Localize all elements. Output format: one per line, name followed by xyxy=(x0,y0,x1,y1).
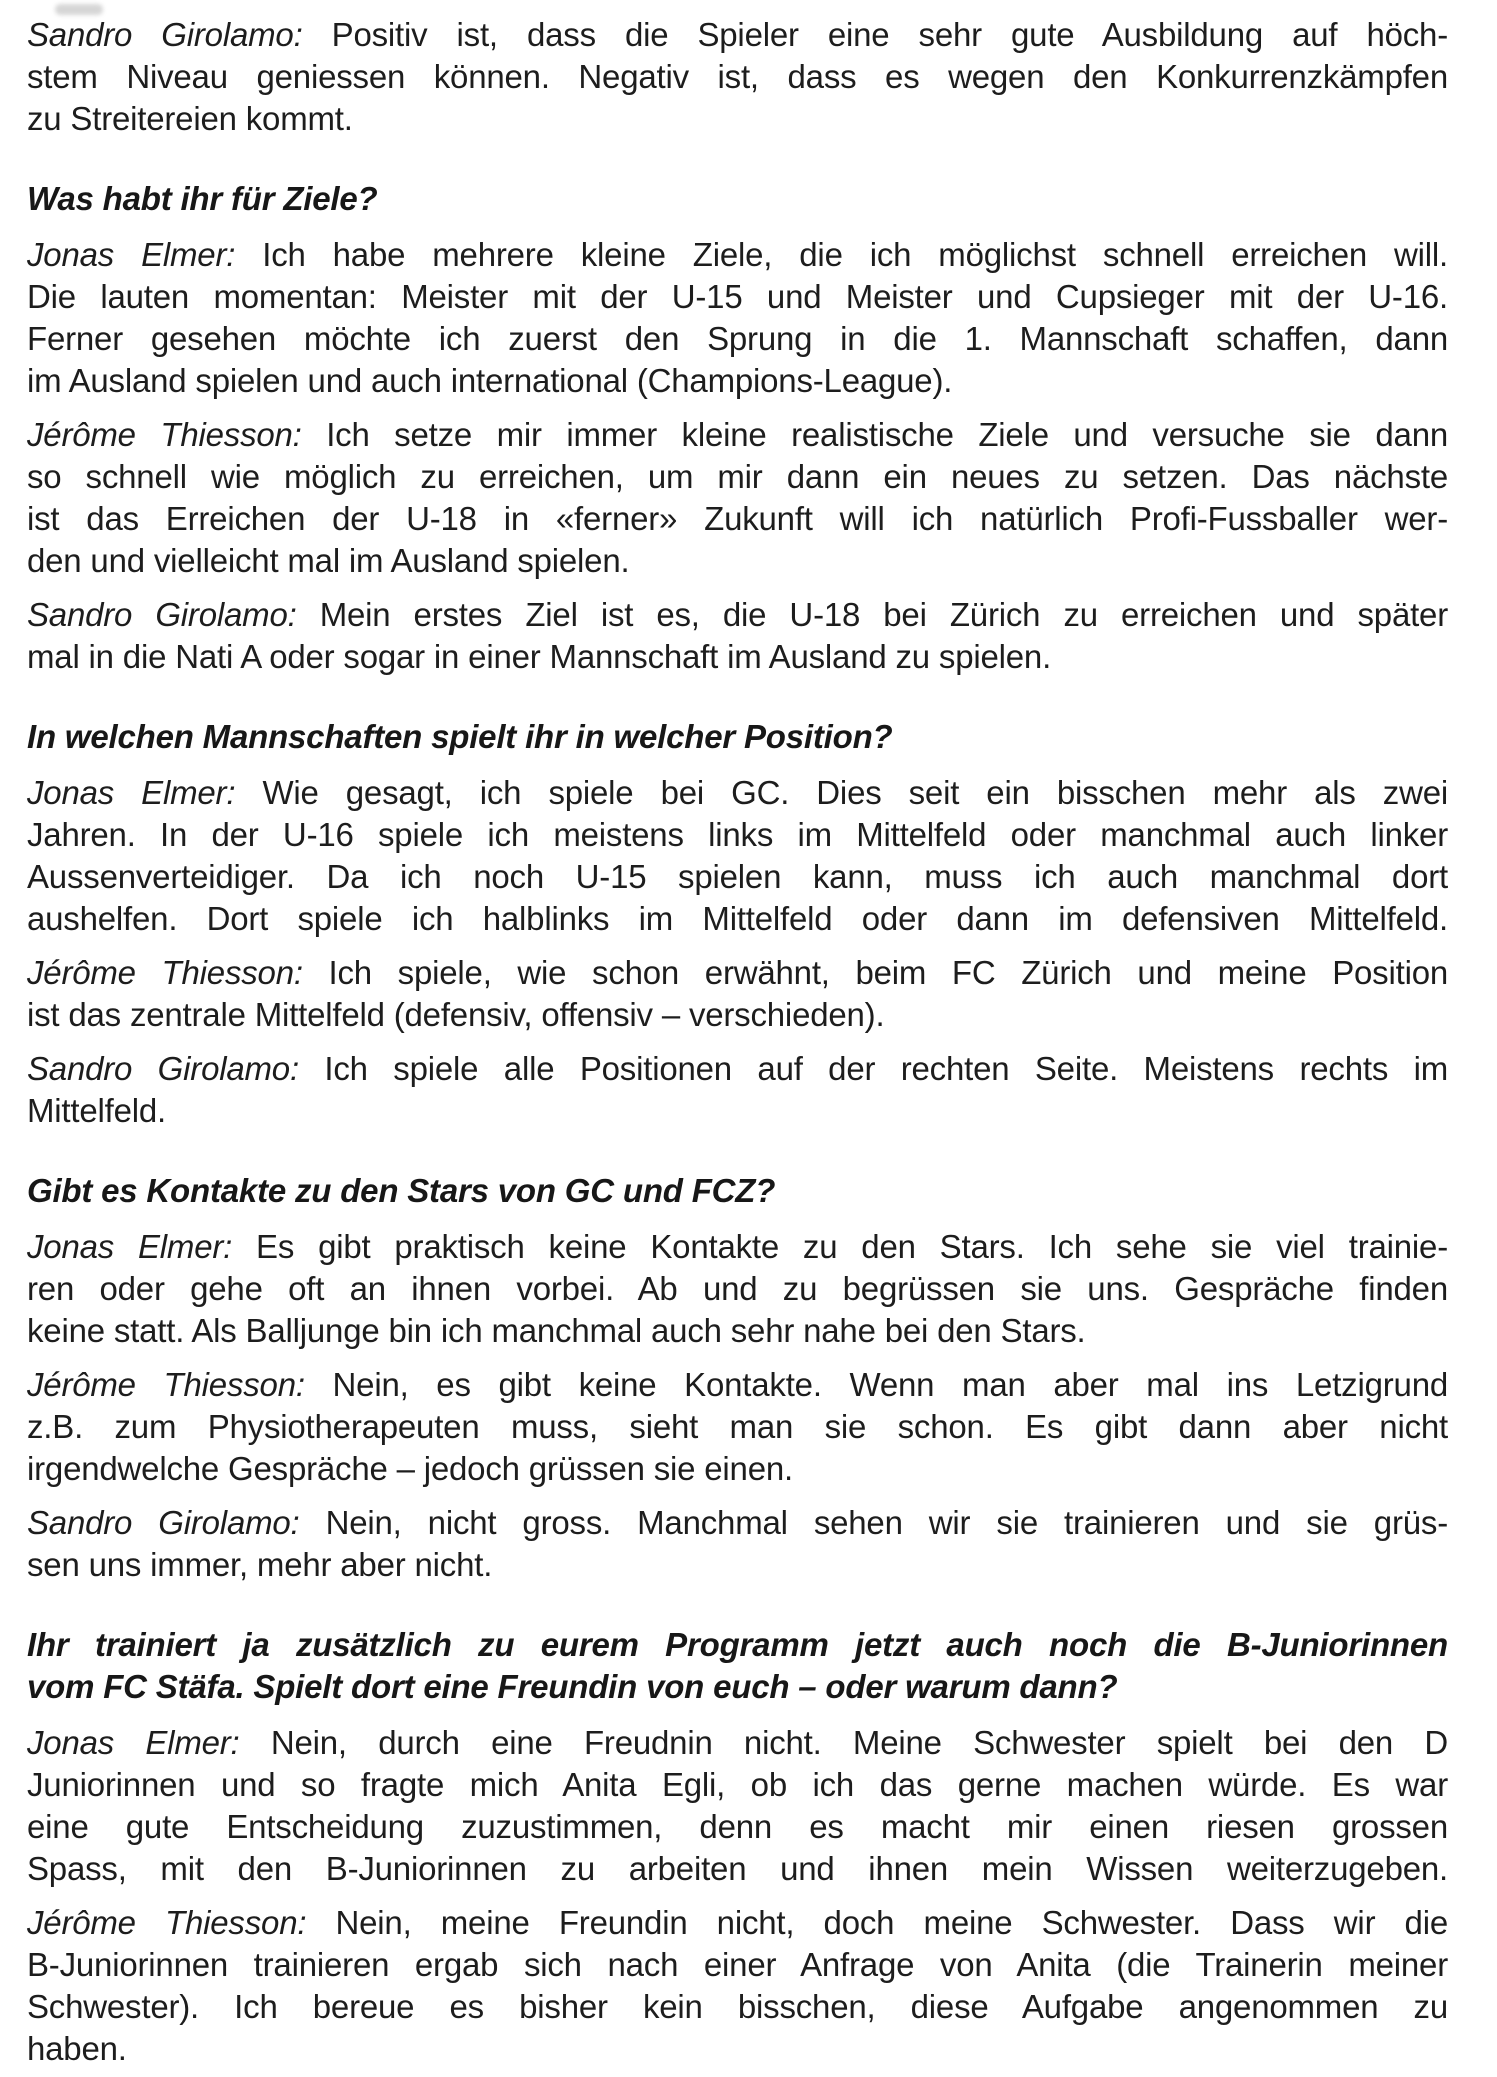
question-heading xyxy=(27,178,1448,220)
text-line xyxy=(27,456,1448,498)
paragraph xyxy=(27,1364,1448,1490)
text-line xyxy=(27,594,1448,636)
text-line xyxy=(27,898,1448,940)
text-line xyxy=(27,952,1448,994)
speaker-name: Jérôme Thiesson: xyxy=(27,1904,307,1941)
body-text: Ihr trainiert ja zusätzlich zu eurem Programm jetzt auch noch die B-Juniorinnen xyxy=(27,1626,1448,1663)
body-text: stem Niveau geniessen können. Negativ ist, dass es wegen den Konkurrenzkämpfen xyxy=(27,58,1448,95)
speaker-name: Sandro Girolamo: xyxy=(27,16,303,53)
text-line xyxy=(27,1448,1448,1490)
body-text: ren oder gehe oft an ihnen vorbei. Ab und zu begrüssen sie uns. Gespräche finden xyxy=(27,1270,1448,1307)
text-line xyxy=(27,276,1448,318)
text-line xyxy=(27,1986,1448,2028)
paragraph xyxy=(27,1502,1448,1586)
text-line xyxy=(27,716,1448,758)
text-line xyxy=(27,1226,1448,1268)
body-text: Jahren. In der U-16 spiele ich meistens links im Mittelfeld oder manchmal auch linker xyxy=(27,816,1448,853)
text-line xyxy=(27,1406,1448,1448)
text-line xyxy=(27,498,1448,540)
speaker-name: Jérôme Thiesson: xyxy=(27,954,303,991)
body-text: Nein, meine Freundin nicht, doch meine Schwester. Dass wir die xyxy=(306,1904,1448,1941)
speaker-name: Jonas Elmer: xyxy=(27,1724,240,1761)
body-text: zu Streitereien kommt. xyxy=(27,100,353,137)
body-text: Gibt es Kontakte zu den Stars von GC und FCZ? xyxy=(27,1172,776,1209)
body-text: eine gute Entscheidung zuzustimmen, denn es macht mir einen riesen grossen xyxy=(27,1808,1448,1845)
text-line xyxy=(27,1268,1448,1310)
body-text: sen uns immer, mehr aber nicht. xyxy=(27,1546,493,1583)
scan-artifact xyxy=(55,4,103,15)
text-line xyxy=(27,1544,1448,1586)
body-text: Positiv ist, dass die Spieler eine sehr gute Ausbildung auf höch- xyxy=(302,16,1448,53)
paragraph xyxy=(27,414,1448,582)
body-text: vom FC Stäfa. Spielt dort eine Freundin von euch – oder warum dann? xyxy=(27,1668,1118,1705)
text-line xyxy=(27,1364,1448,1406)
speaker-name: Sandro Girolamo: xyxy=(27,596,297,633)
text-line xyxy=(27,234,1448,276)
paragraph xyxy=(27,772,1448,940)
speaker-name: Sandro Girolamo: xyxy=(27,1504,300,1541)
body-text: so schnell wie möglich zu erreichen, um mir dann ein neues zu setzen. Das nächste xyxy=(27,458,1448,495)
body-text: In welchen Mannschaften spielt ihr in welcher Position? xyxy=(27,718,893,755)
paragraph xyxy=(27,234,1448,402)
body-text: Ich setze mir immer kleine realistische Ziele und versuche sie dann xyxy=(301,416,1448,453)
paragraph xyxy=(27,1722,1448,1890)
body-text: im Ausland spielen und auch international (Champions-League). xyxy=(27,362,953,399)
text-line xyxy=(27,178,1448,220)
question-heading xyxy=(27,1624,1448,1708)
text-line xyxy=(27,540,1448,582)
body-text: Spass, mit den B-Juniorinnen zu arbeiten und ihnen mein Wissen weiterzugeben. xyxy=(27,1850,1448,1887)
body-text: Wie gesagt, ich spiele bei GC. Dies seit ein bisschen mehr als zwei xyxy=(235,774,1449,811)
body-text: aushelfen. Dort spiele ich halblinks im Mittelfeld oder dann im defensiven Mittelfeld. xyxy=(27,900,1448,937)
text-line xyxy=(27,1502,1448,1544)
paragraph xyxy=(27,1902,1448,2070)
body-text: Nein, durch eine Freudnin nicht. Meine Schwester spielt bei den D xyxy=(239,1724,1449,1761)
speaker-name: Jonas Elmer: xyxy=(27,1228,233,1265)
text-line xyxy=(27,1944,1448,1986)
question-heading xyxy=(27,1170,1448,1212)
text-line xyxy=(27,994,1448,1036)
body-text: B-Juniorinnen trainieren ergab sich nach einer Anfrage von Anita (die Trainerin meiner xyxy=(27,1946,1448,1983)
text-line xyxy=(27,1624,1448,1666)
body-text: Ich habe mehrere kleine Ziele, die ich möglichst schnell erreichen will. xyxy=(235,236,1448,273)
text-line xyxy=(27,14,1448,56)
speaker-name: Jonas Elmer: xyxy=(27,236,236,273)
paragraph xyxy=(27,594,1448,678)
body-text: Ferner gesehen möchte ich zuerst den Sprung in die 1. Mannschaft schaffen, dann xyxy=(27,320,1448,357)
body-text: Die lauten momentan: Meister mit der U-15 und Meister und Cupsieger mit der U-16. xyxy=(27,278,1448,315)
text-line xyxy=(27,1310,1448,1352)
text-line xyxy=(27,1764,1448,1806)
speaker-name: Jérôme Thiesson: xyxy=(27,1366,305,1403)
paragraph xyxy=(27,1048,1448,1132)
body-text: Aussenverteidiger. Da ich noch U-15 spielen kann, muss ich auch manchmal dort xyxy=(27,858,1448,895)
text-line xyxy=(27,1170,1448,1212)
body-text: Mittelfeld. xyxy=(27,1092,167,1129)
text-line xyxy=(27,2028,1448,2070)
body-text: den und vielleicht mal im Ausland spielen. xyxy=(27,542,630,579)
text-line xyxy=(27,636,1448,678)
body-text: Nein, es gibt keine Kontakte. Wenn man aber mal ins Letzigrund xyxy=(304,1366,1448,1403)
text-line xyxy=(27,414,1448,456)
body-text: haben. xyxy=(27,2030,127,2067)
text-line xyxy=(27,856,1448,898)
text-line xyxy=(27,1048,1448,1090)
body-text: Juniorinnen und so fragte mich Anita Egli, ob ich das gerne machen würde. Es war xyxy=(27,1766,1448,1803)
speaker-name: Jérôme Thiesson: xyxy=(27,416,302,453)
text-line xyxy=(27,814,1448,856)
text-line xyxy=(27,1666,1448,1708)
body-text: Was habt ihr für Ziele? xyxy=(27,180,378,217)
body-text: Ich spiele alle Positionen auf der rechten Seite. Meistens rechts im xyxy=(298,1050,1449,1087)
body-text: z.B. zum Physiotherapeuten muss, sieht man sie schon. Es gibt dann aber nicht xyxy=(27,1408,1448,1445)
text-line xyxy=(27,1848,1448,1890)
body-text: Mein erstes Ziel ist es, die U-18 bei Zürich zu erreichen und später xyxy=(296,596,1449,633)
text-line xyxy=(27,1806,1448,1848)
text-line xyxy=(27,56,1448,98)
text-line xyxy=(27,1902,1448,1944)
body-text: Es gibt praktisch keine Kontakte zu den Stars. Ich sehe sie viel trainie- xyxy=(232,1228,1449,1265)
text-line xyxy=(27,98,1448,140)
body-text: irgendwelche Gespräche – jedoch grüssen sie einen. xyxy=(27,1450,793,1487)
body-text: Ich spiele, wie schon erwähnt, beim FC Zürich und meine Position xyxy=(302,954,1449,991)
body-text: ist das zentrale Mittelfeld (defensiv, offensiv – verschieden). xyxy=(27,996,885,1033)
paragraph xyxy=(27,952,1448,1036)
body-text: Nein, nicht gross. Manchmal sehen wir sie trainieren und sie grüs- xyxy=(299,1504,1448,1541)
paragraph xyxy=(27,14,1448,140)
text-line xyxy=(27,318,1448,360)
text-line xyxy=(27,1090,1448,1132)
body-text: Schwester). Ich bereue es bisher kein bisschen, diese Aufgabe angenommen zu xyxy=(27,1988,1448,2025)
text-line xyxy=(27,772,1448,814)
body-text: keine statt. Als Balljunge bin ich manchmal auch sehr nahe bei den Stars. xyxy=(27,1312,1086,1349)
body-text: mal in die Nati A oder sogar in einer Mannschaft im Ausland zu spielen. xyxy=(27,638,1052,675)
question-heading xyxy=(27,716,1448,758)
text-line xyxy=(27,1722,1448,1764)
speaker-name: Sandro Girolamo: xyxy=(27,1050,299,1087)
text-line xyxy=(27,360,1448,402)
paragraph xyxy=(27,1226,1448,1352)
speaker-name: Jonas Elmer: xyxy=(27,774,236,811)
body-text: ist das Erreichen der U-18 in «ferner» Zukunft will ich natürlich Profi-Fussballer wer- xyxy=(27,500,1448,537)
